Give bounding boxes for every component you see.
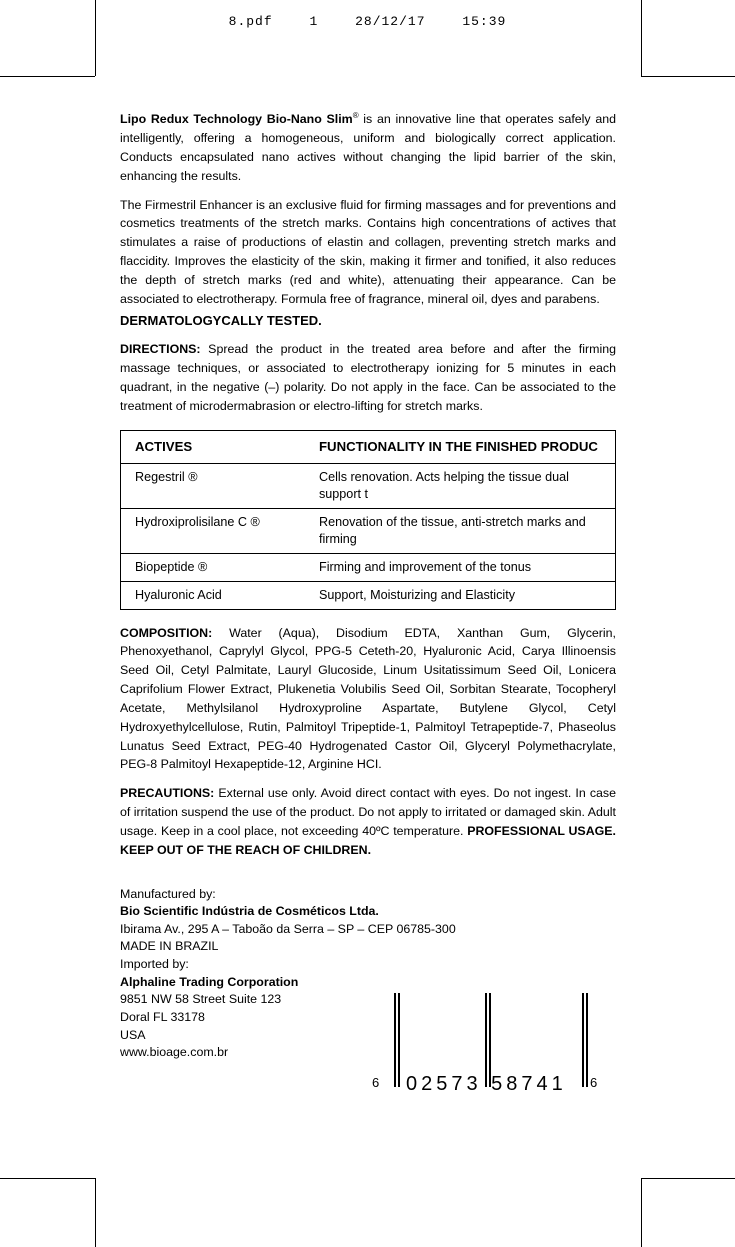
table-row bbox=[121, 553, 616, 581]
table-header-functionality: FUNCTIONALITY IN THE FINISHED PRODUC bbox=[305, 430, 616, 463]
directions-paragraph bbox=[120, 340, 616, 415]
actives-table bbox=[120, 430, 616, 610]
composition-label: COMPOSITION: bbox=[120, 625, 213, 640]
label-content bbox=[120, 110, 616, 1062]
crop-mark-top-left bbox=[95, 0, 96, 76]
table-header-row bbox=[121, 430, 616, 463]
crop-line-bottom bbox=[0, 1178, 95, 1179]
precautions-paragraph bbox=[120, 784, 616, 859]
origin-country: MADE IN BRAZIL bbox=[120, 939, 219, 954]
table-cell-active: Biopeptide ® bbox=[121, 553, 306, 581]
crop-line-top-r bbox=[641, 76, 735, 77]
table-cell-functionality: Firming and improvement of the tonus bbox=[305, 553, 616, 581]
barcode bbox=[368, 993, 608, 1095]
table-row bbox=[121, 581, 616, 609]
importer-country: USA bbox=[120, 1027, 146, 1042]
crop-line-top bbox=[0, 76, 95, 77]
table-cell-active: Hyaluronic Acid bbox=[121, 581, 306, 609]
manufacturer-address: Ibirama Av., 295 A – Taboão da Serra – SP – CEP 06785-300 bbox=[120, 921, 456, 936]
intro-paragraph bbox=[120, 110, 616, 186]
manufactured-by-label: Manufactured by: bbox=[120, 886, 216, 901]
barcode-right-digit: 6 bbox=[590, 1075, 601, 1090]
imported-by-label: Imported by: bbox=[120, 957, 189, 972]
table-cell-active: Hydroxiprolisilane C ® bbox=[121, 508, 306, 553]
keep-out-of-reach: KEEP OUT OF THE REACH OF CHILDREN. bbox=[120, 842, 372, 857]
barcode-left-digit: 6 bbox=[372, 1075, 383, 1090]
table-cell-active: Regestril ® bbox=[135, 469, 198, 484]
composition-text: Water (Aqua), Disodium EDTA, Xanthan Gum, Glycerin, Phenoxyethanol, Caprylyl Glycol, PPG-5 Ceteth-20, Hyaluronic Acid, Carya Illinoensis Seed Oil, Cetyl Palmitate, Lauryl Glucoside, Linum Usitatissimum Seed Oil, Lonicera Caprifolium Flower Extract, Plukenetia Volubilis Seed Oil, Sorbitan Stearate, Tocopheryl Acetate, Methylsilanol Hydroxyproline Aspartate, Butylene Glycol, Cetyl Hydroxyethylcellulose, Rutin, Palmitoyl Tripeptide-1, Palmitoyl Tetrapeptide-7, Phaseolus Lunatus Seed Extract, PEG-40 Hydrogenated Castor Oil, Glyceryl Polymethacrylate, PEG-8 Palmitoyl Hexapeptide-12, Arginine HCI. bbox=[120, 625, 616, 772]
website-url[interactable]: www.bioage.com.br bbox=[120, 1045, 229, 1060]
composition-paragraph bbox=[120, 624, 616, 775]
print-header-page: 1 bbox=[309, 14, 319, 29]
crop-mark-top-right bbox=[641, 0, 642, 76]
table-row bbox=[121, 508, 616, 553]
description-paragraph bbox=[120, 196, 616, 331]
print-header-filename: 8.pdf bbox=[228, 14, 273, 29]
print-header bbox=[0, 14, 735, 29]
importer-address-line1: 9851 NW 58 Street Suite 123 bbox=[120, 992, 282, 1007]
crop-mark-bottom-right bbox=[641, 1178, 642, 1247]
importer-name: Alphaline Trading Corporation bbox=[120, 974, 299, 989]
print-header-time: 15:39 bbox=[462, 14, 507, 29]
crop-mark-bottom-left bbox=[95, 1178, 96, 1247]
manufacturer-name: Bio Scientific Indústria de Cosméticos Ltda. bbox=[120, 904, 379, 919]
table-cell-functionality: Renovation of the tissue, anti-stretch marks and firming bbox=[305, 508, 616, 553]
importer-address-line2: Doral FL 33178 bbox=[120, 1009, 205, 1024]
professional-usage: PROFESSIONAL USAGE. bbox=[467, 823, 616, 838]
brand-registered-icon: ® bbox=[352, 111, 359, 120]
intro-text: is an innovative line that operates safely and intelligently, offering a homogeneous, uniform and biologically correct application. Conducts encapsulated nano actives without changing the lipid barrier of the skin, enhancing the results. bbox=[120, 112, 616, 183]
dermatologically-tested: DERMATOLOGYCALLY TESTED. bbox=[120, 312, 322, 328]
brand-name: Lipo Redux Technology Bio-Nano Slim bbox=[120, 112, 353, 127]
directions-label: DIRECTIONS: bbox=[120, 342, 201, 357]
precautions-text: External use only. Avoid direct contact with eyes. Do not ingest. In case of irritation suspend the use of the product. Do not apply to irritated or damaged skin. Adult usage. Keep in a cool place, not exceeding 40ºC temperature. bbox=[120, 786, 616, 838]
table-cell-functionality: Support, Moisturizing and Elasticity bbox=[305, 581, 616, 609]
print-header-date: 28/12/17 bbox=[355, 14, 426, 29]
directions-text: Spread the product in the treated area before and after the firming massage techniques, or associated to electrotherapy ionizing for 5 minutes in each quadrant, in the negative (–) polarity. Do not apply in the face. Can be associated to the treatment of microdermabrasion or electro-lifting for stretch marks. bbox=[120, 342, 616, 413]
description-text: The Firmestril Enhancer is an exclusive fluid for firming massages and for preventions and cosmetics treatments of the stretch marks. Contains high concentrations of actives that stimulates a raise of productions of elastin and collagen, preventing stretch marks and flaccidity. Improves the elasticity of the skin, making it firmer and tonified, it also reduces the depth of stretch marks (red and white), attenuating their appearance. Can be associated to electrotherapy. Formula free of fragrance, mineral oil, dyes and parabens. bbox=[120, 197, 616, 306]
barcode-main-digits: 02573 58741 bbox=[406, 1073, 567, 1095]
crop-line-bottom-r bbox=[641, 1178, 735, 1179]
table-row bbox=[121, 463, 616, 508]
precautions-label: PRECAUTIONS: bbox=[120, 786, 215, 801]
table-header-actives: ACTIVES bbox=[121, 430, 306, 463]
table-cell-functionality: Cells renovation. Acts helping the tissue dual support t bbox=[319, 469, 569, 501]
